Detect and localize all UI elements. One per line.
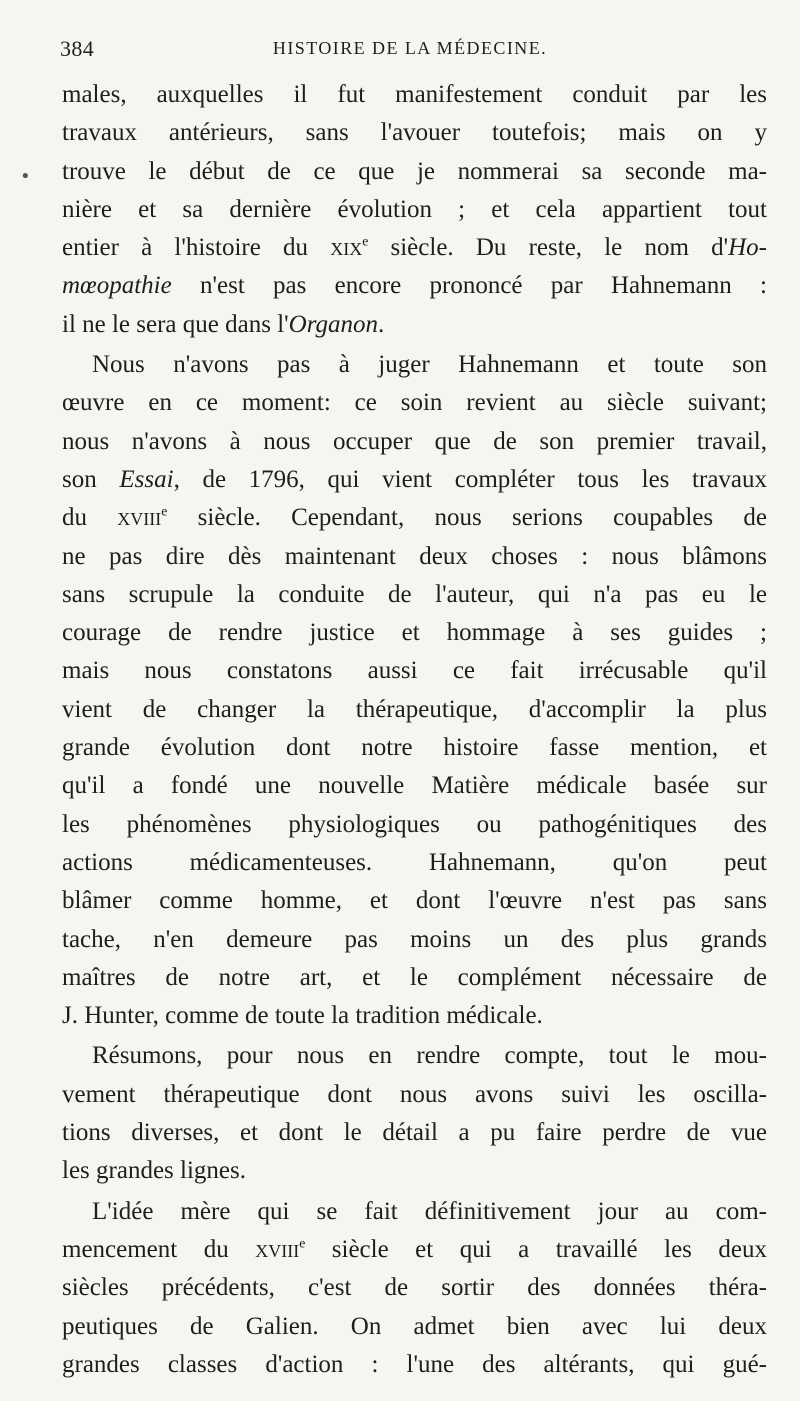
text-line: actions médicamenteuses. Hahnemann, qu'on peut — [62, 848, 767, 876]
text-line: vement thérapeutique dont nous avons suivi les oscilla- — [62, 1080, 767, 1108]
text-line: du xviii$^e$ siècle. Cependant, nous serions coupables de — [62, 503, 767, 532]
paragraph-1 — [62, 76, 767, 344]
text-line: trouve le début de ce que je nommerai sa seconde ma- — [62, 157, 767, 185]
text-line: J. Hunter, comme de toute la tradition médicale. — [62, 1002, 543, 1030]
text-line: travaux antérieurs, sans l'avouer toutefois; mais on y — [62, 119, 767, 147]
text-line: nière et sa dernière évolution ; et cela appartient tout — [62, 195, 767, 223]
text-line: tions diverses, et dont le détail a pu faire perdre de vue — [62, 1119, 767, 1147]
text-line: peutiques de Galien. On admet bien avec lui deux — [62, 1312, 767, 1340]
text-line: il ne le sera que dans l'Organon. — [62, 310, 385, 338]
paragraph-3 — [62, 1037, 767, 1190]
text-line: entier à l'histoire du xix$^e$ siècle. Du reste, le nom d'Ho- — [62, 233, 767, 262]
text-line: les grandes lignes. — [62, 1157, 246, 1185]
text-line: courage de rendre justice et hommage à ses guides ; — [62, 619, 767, 647]
text-line: Nous n'avons pas à juger Hahnemann et toute son — [92, 351, 767, 379]
text-line: qu'il a fondé une nouvelle Matière médicale basée sur — [62, 772, 767, 800]
page-header — [60, 36, 760, 68]
text-line: son Essai, de 1796, qui vient compléter tous les travaux — [62, 465, 768, 493]
text-line: nous n'avons à nous occuper que de son premier travail, — [62, 427, 767, 455]
paragraph-2 — [62, 346, 767, 1035]
text-line: mencement du xviii$^e$ siècle et qui a travaillé les deux — [62, 1235, 767, 1263]
text-line: tache, n'en demeure pas moins un des plus grands — [62, 925, 767, 953]
running-title: HISTOIRE DE LA MÉDECINE. — [272, 38, 548, 58]
body-text — [62, 76, 767, 1386]
text-line: mœopathie n'est pas encore prononcé par Hahnemann : — [62, 272, 767, 300]
text-line: maîtres de notre art, et le complément nécessaire de — [62, 963, 767, 991]
text-line: sans scrupule la conduite de l'auteur, qui n'a pas eu le — [62, 580, 767, 608]
text-line: grande évolution dont notre histoire fasse mention, et — [62, 734, 767, 762]
text-line: blâmer comme homme, et dont l'œuvre n'est pas sans — [62, 887, 767, 915]
text-line: mais nous constatons aussi ce fait irrécusable qu'il — [62, 657, 767, 685]
text-line: ne pas dire dès maintenant deux choses : nous blâmons — [62, 542, 767, 570]
text-line: œuvre en ce moment: ce soin revient au siècle suivant; — [62, 389, 767, 417]
text-line: vient de changer la thérapeutique, d'accomplir la plus — [62, 695, 767, 723]
text-line: males, auxquelles il fut manifestement conduit par les — [62, 81, 767, 108]
paragraph-4 — [62, 1193, 767, 1384]
text-line: grandes classes d'action : l'une des altérants, qui gué- — [62, 1350, 767, 1378]
text-line: L'idée mère qui se fait définitivement jour au com- — [92, 1197, 767, 1225]
text-line: siècles précédents, c'est de sortir des données théra- — [62, 1274, 767, 1302]
text-line: les phénomènes physiologiques ou pathogénitiques des — [62, 810, 767, 838]
page-number: 384 — [60, 36, 95, 61]
margin-mark: • — [20, 166, 31, 187]
text-line: Résumons, pour nous en rendre compte, tout le mou- — [92, 1042, 767, 1070]
